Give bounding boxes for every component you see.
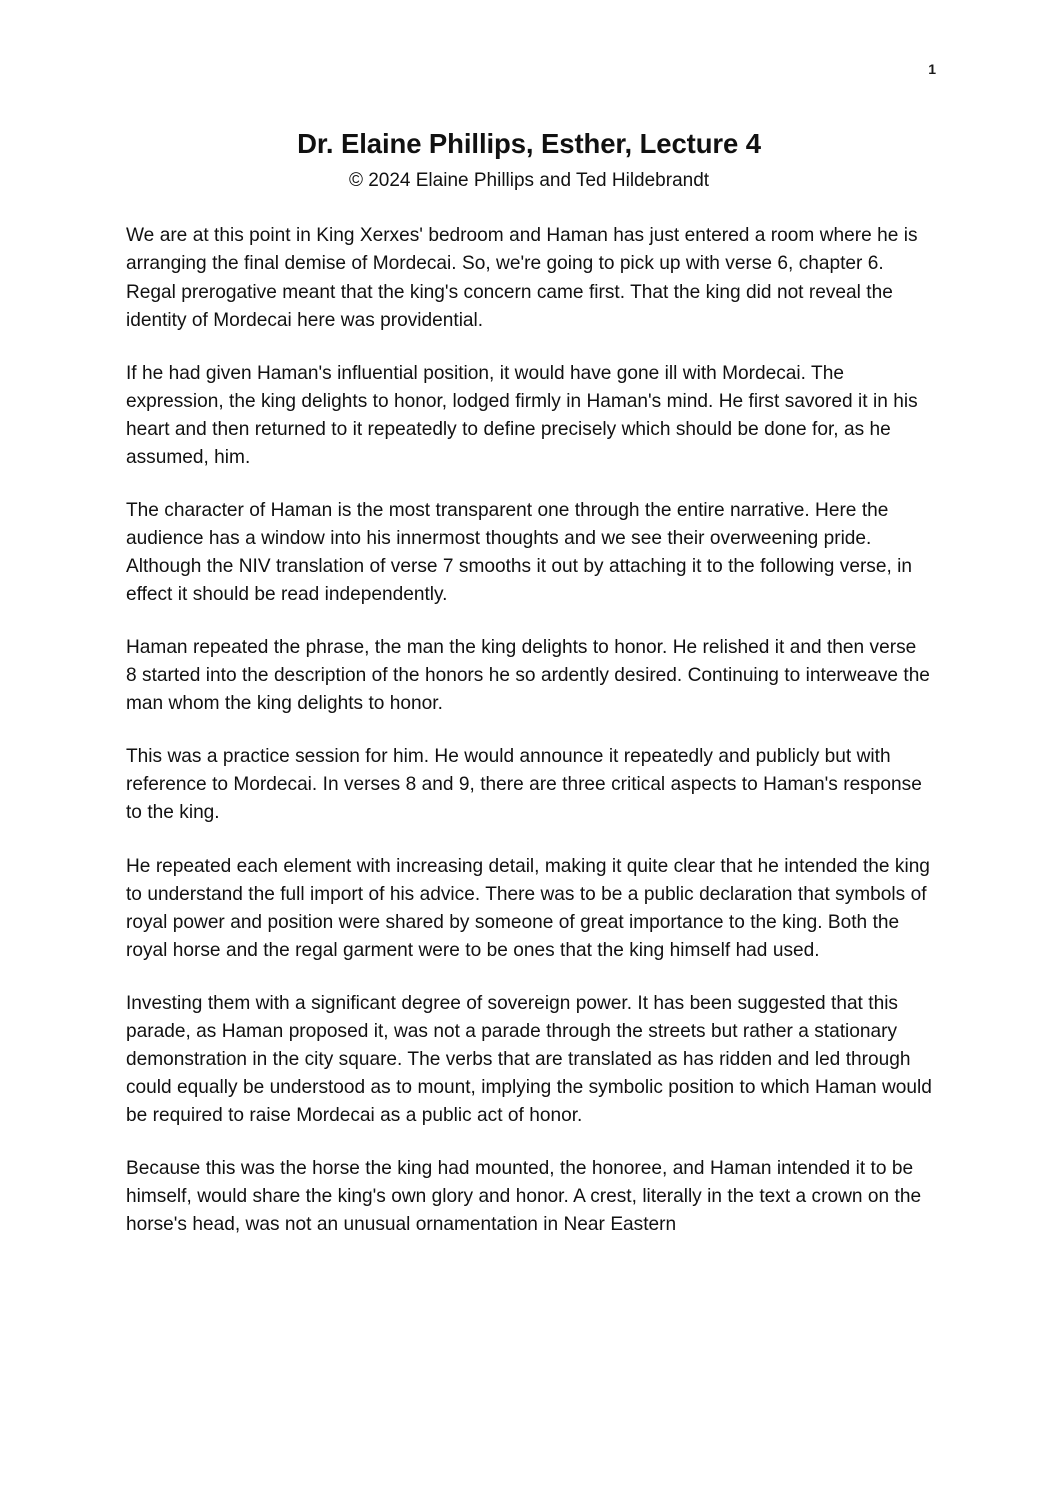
paragraph: Haman repeated the phrase, the man the king delights to honor. He relished it and then verse 8 started into the description of the honors he so ardently desired. Continuing to interweave the man whom the king delights to honor.: [126, 637, 930, 715]
paragraph: Because this was the horse the king had mounted, the honoree, and Haman intended it to be himself, would share the king's own glory and honor. A crest, literally in the text a crown on the horse's head, was not an unusual ornamentation in Near Eastern: [126, 1158, 922, 1236]
document-body: [126, 128, 932, 1239]
paragraph: If he had given Haman's influential position, it would have gone ill with Mordecai. The expression, the king delights to honor, lodged firmly in Haman's mind. He first savored it in his heart and then returned to it repeatedly to define precisely which should be done for, as he assumed, him.: [126, 362, 918, 468]
paragraph: This was a practice session for him. He would announce it repeatedly and publicly but with reference to Mordecai. In verses 8 and 9, there are three critical aspects to Haman's response to the king.: [126, 746, 922, 824]
paragraph: Investing them with a significant degree of sovereign power. It has been suggested that this parade, as Haman proposed it, was not a parade through the streets but rather a stationary demonstration in the city square. The verbs that are translated as has ridden and led through could equally be understood as to mount, implying the symbolic position to which Haman would be required to raise Mordecai as a public act of honor.: [126, 992, 932, 1127]
copyright-line: © 2024 Elaine Phillips and Ted Hildebrandt: [348, 169, 710, 191]
page-number: 1: [928, 61, 936, 77]
paragraph: He repeated each element with increasing detail, making it quite clear that he intended the king to understand the full import of his advice. There was to be a public declaration that symbols of royal power and position were shared by someone of great importance to the king. Both the royal horse and the regal garment were to be ones that the king himself had used.: [126, 855, 930, 961]
page-title: Dr. Elaine Phillips, Esther, Lecture 4: [297, 128, 761, 159]
paragraph: The character of Haman is the most transparent one through the entire narrative. Here the audience has a window into his innermost thoughts and we see their overweening pride. Although the NIV translation of verse 7 smooths it out by attaching it to the following verse, in effect it should be read independently.: [126, 499, 913, 606]
paragraph: We are at this point in King Xerxes' bedroom and Haman has just entered a room where he is arranging the final demise of Mordecai. So, we're going to pick up with verse 6, chapter 6. Regal prerogative meant that the king's concern came first. That the king did not reveal the identity of Mordecai here was providential.: [126, 225, 918, 331]
